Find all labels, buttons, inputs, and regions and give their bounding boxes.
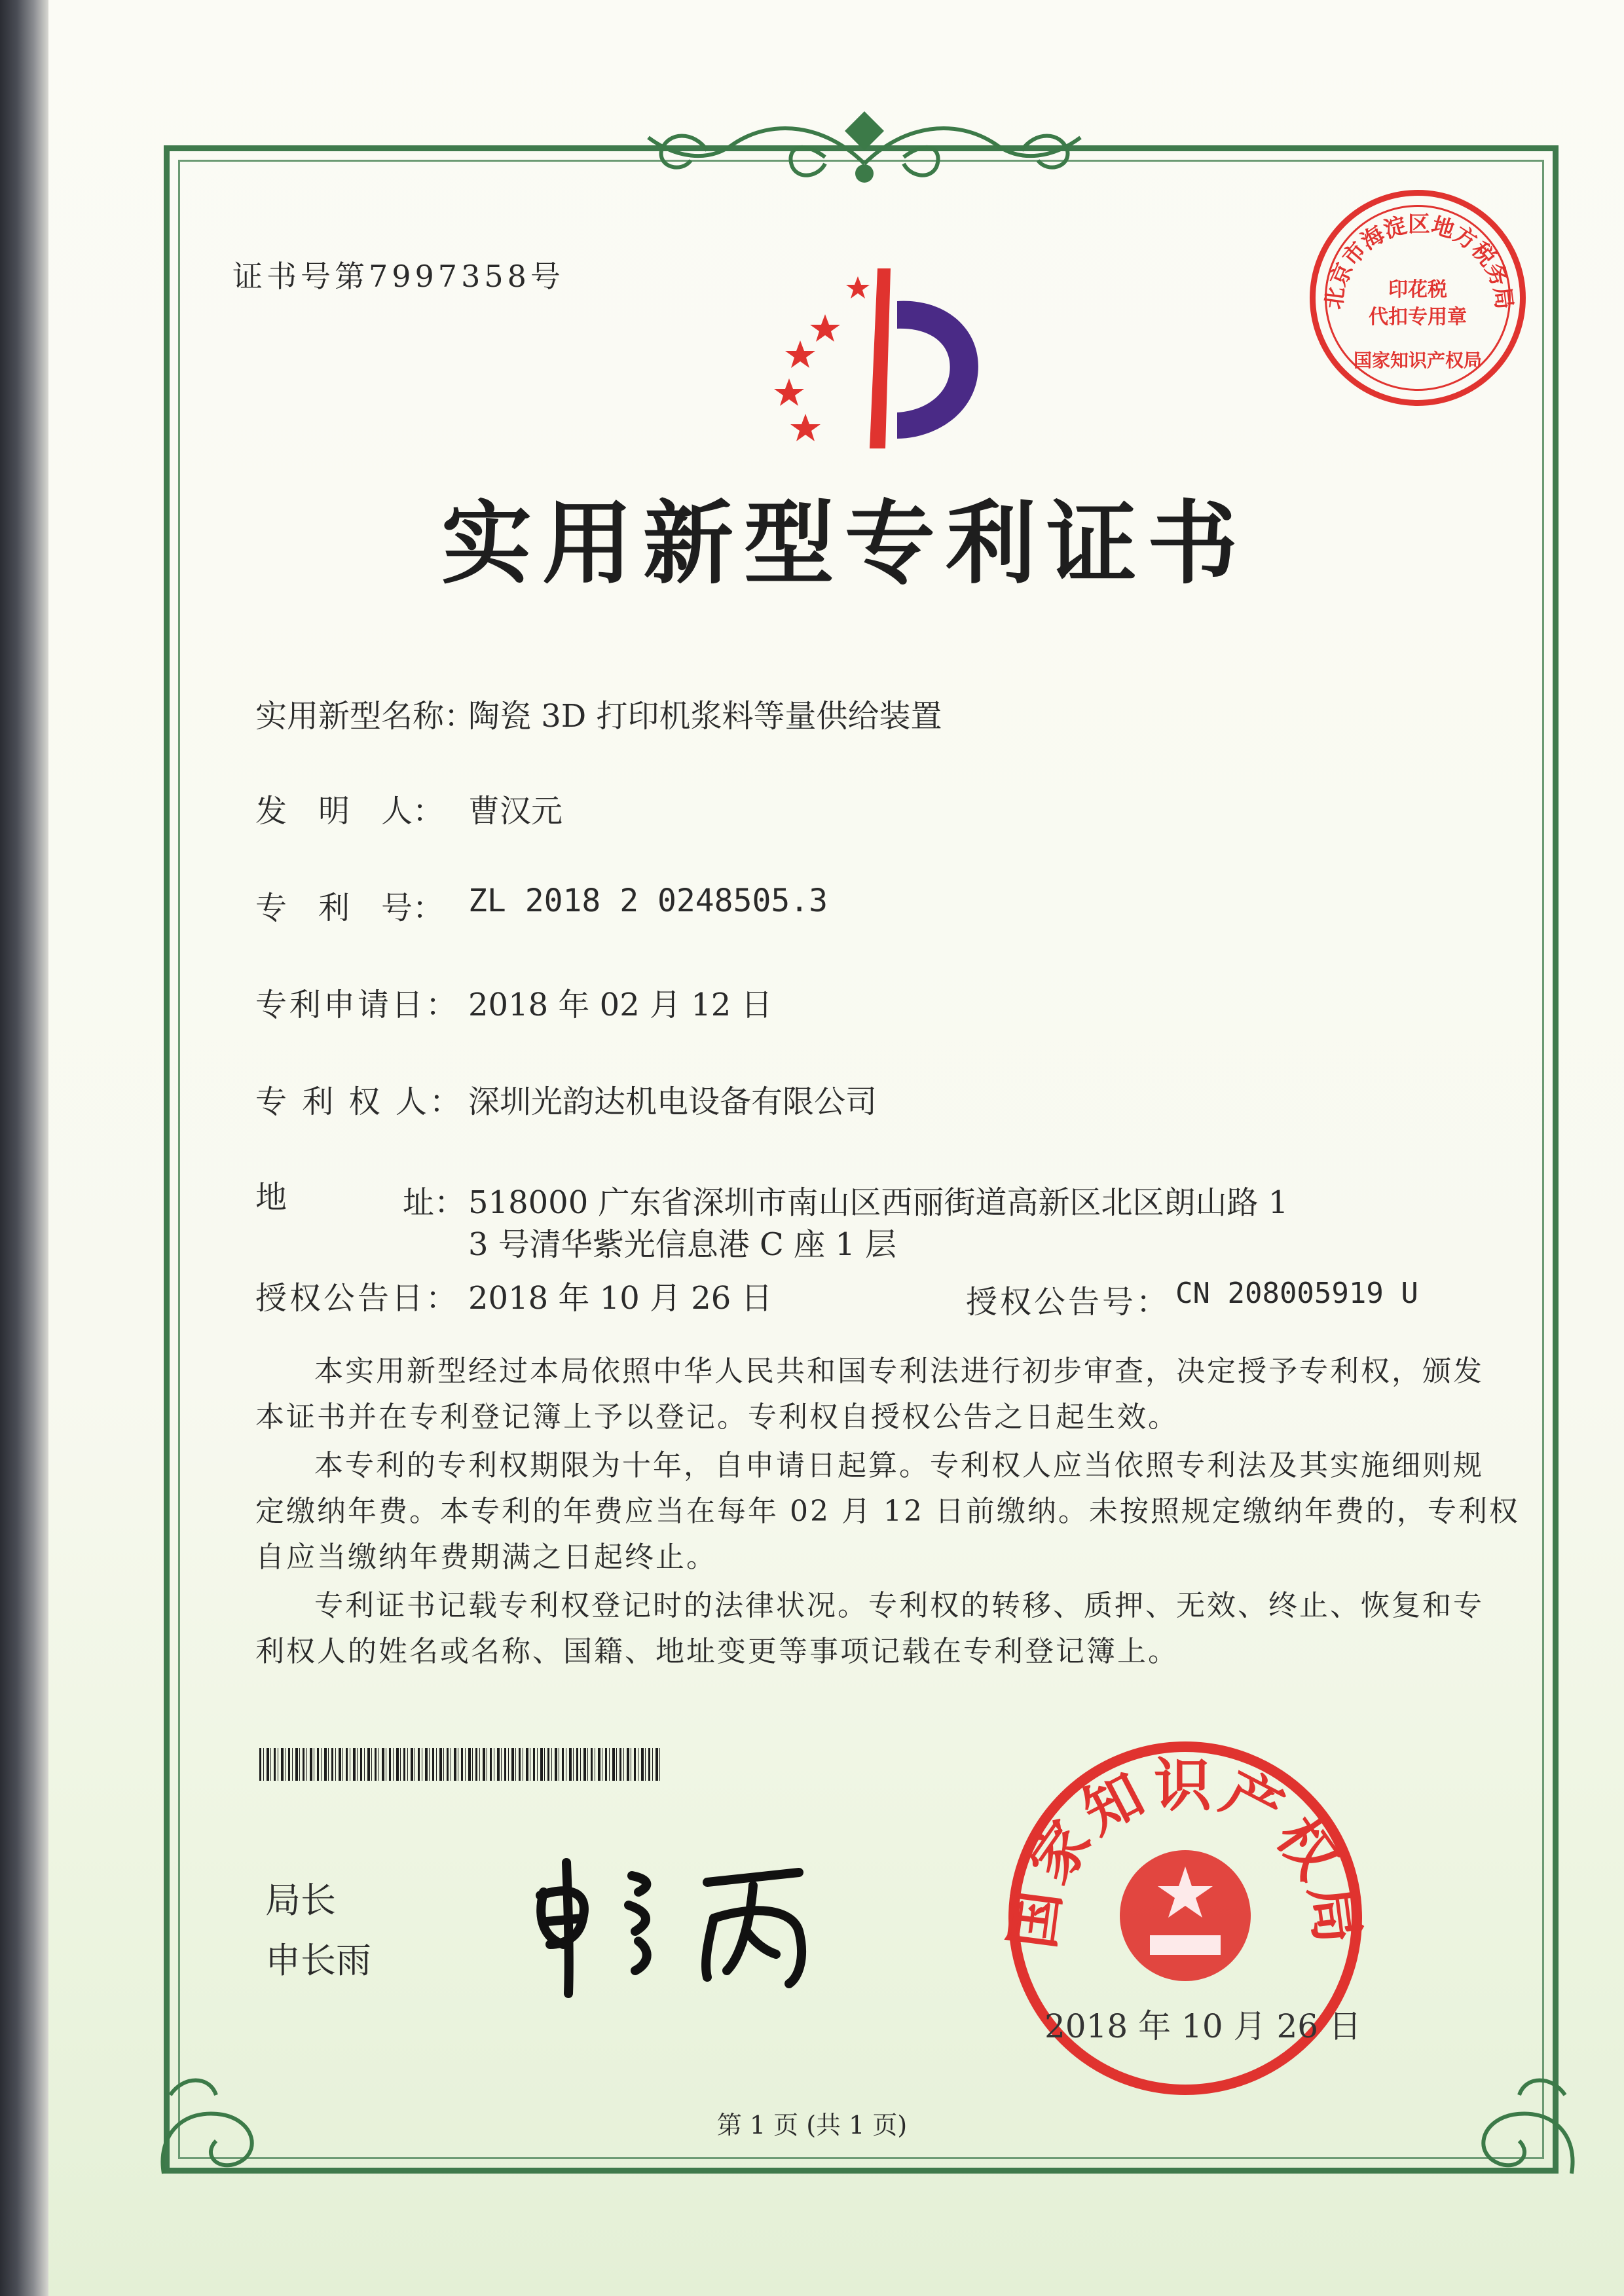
patent-number-label: 专 利 号： xyxy=(255,890,445,926)
inventor-label: 发 明 人： xyxy=(255,793,445,829)
name-value: 陶瓷 3D 打印机浆料等量供给装置 xyxy=(468,698,942,735)
page-footer: 第 1 页 (共 1 页) xyxy=(716,2111,908,2140)
grant-number-value: CN 208005919 U xyxy=(1175,1277,1418,1310)
tax-stamp-line2: 代扣专用章 xyxy=(1369,306,1467,329)
patent-number-value: ZL 2018 2 0248505.3 xyxy=(468,883,828,919)
certificate-number: 证书号第7997358号 xyxy=(232,259,564,294)
address-line1: 518000 广东省深圳市南山区西丽街道高新区北区朗山路 1 xyxy=(468,1184,1289,1221)
paragraph1-line2: 本证书并在专利登记簿上予以登记。专利权自授权公告之日起生效。 xyxy=(255,1400,1179,1434)
director-role: 局长 xyxy=(265,1880,336,1921)
paragraph3-line1: 专利证书记载专利权登记时的法律状况。专利权的转移、质押、无效、终止、恢复和专 xyxy=(314,1589,1484,1622)
tax-stamp-ring-text: 北京市海淀区地方税务局 xyxy=(1321,211,1517,311)
holder-label: 专 利 权 人： xyxy=(255,1084,464,1120)
tax-stamp-line1: 印花税 xyxy=(1388,278,1447,301)
director-name: 申长雨 xyxy=(265,1940,371,1981)
handwritten-signature-icon xyxy=(517,1846,871,2003)
grant-date-label: 授权公告日： xyxy=(255,1280,460,1317)
barcode-icon xyxy=(259,1748,662,1781)
name-label: 实用新型名称： xyxy=(255,698,476,735)
paragraph2-line1: 本专利的专利权期限为十年，自申请日起算。专利权人应当依照专利法及其实施细则规 xyxy=(314,1449,1484,1482)
paragraph2-line2: 定缴纳年费。本专利的年费应当在每年 02 月 12 日前缴纳。未按照规定缴纳年费的，专利权 xyxy=(255,1495,1520,1528)
paragraph1-line1: 本实用新型经过本局依照中华人民共和国专利法进行初步审查，决定授予专利权，颁发 xyxy=(314,1355,1484,1388)
tax-stamp-bottom: 国家知识产权局 xyxy=(1353,350,1482,371)
patent-office-logo-icon xyxy=(733,262,995,458)
paragraph3-line2: 利权人的姓名或名称、国籍、地址变更等事项记载在专利登记簿上。 xyxy=(255,1635,1179,1668)
address-label-left: 地 xyxy=(255,1179,287,1216)
tax-stamp xyxy=(1310,190,1526,406)
seal-date: 2018 年 10 月 26 日 xyxy=(1044,2007,1361,2045)
seal-ring-text: 国家知识产权局 xyxy=(998,1751,1373,1953)
grant-date-value: 2018 年 10 月 26 日 xyxy=(468,1280,773,1317)
inventor-value: 曹汉元 xyxy=(468,793,563,829)
top-ornament-icon xyxy=(629,111,1100,190)
apply-date-label: 专利申请日： xyxy=(255,987,460,1023)
address-label-right: 址： xyxy=(403,1184,466,1221)
paragraph2-line3: 自应当缴纳年费期满之日起终止。 xyxy=(255,1540,717,1574)
apply-date-value: 2018 年 02 月 12 日 xyxy=(468,987,773,1023)
address-line2: 3 号清华紫光信息港 C 座 1 层 xyxy=(468,1226,897,1263)
binding-edge xyxy=(0,0,48,2296)
grant-number-label: 授权公告号： xyxy=(966,1284,1171,1321)
holder-value: 深圳光韵达机电设备有限公司 xyxy=(468,1084,877,1120)
certificate-title: 实用新型专利证书 xyxy=(441,490,1248,596)
